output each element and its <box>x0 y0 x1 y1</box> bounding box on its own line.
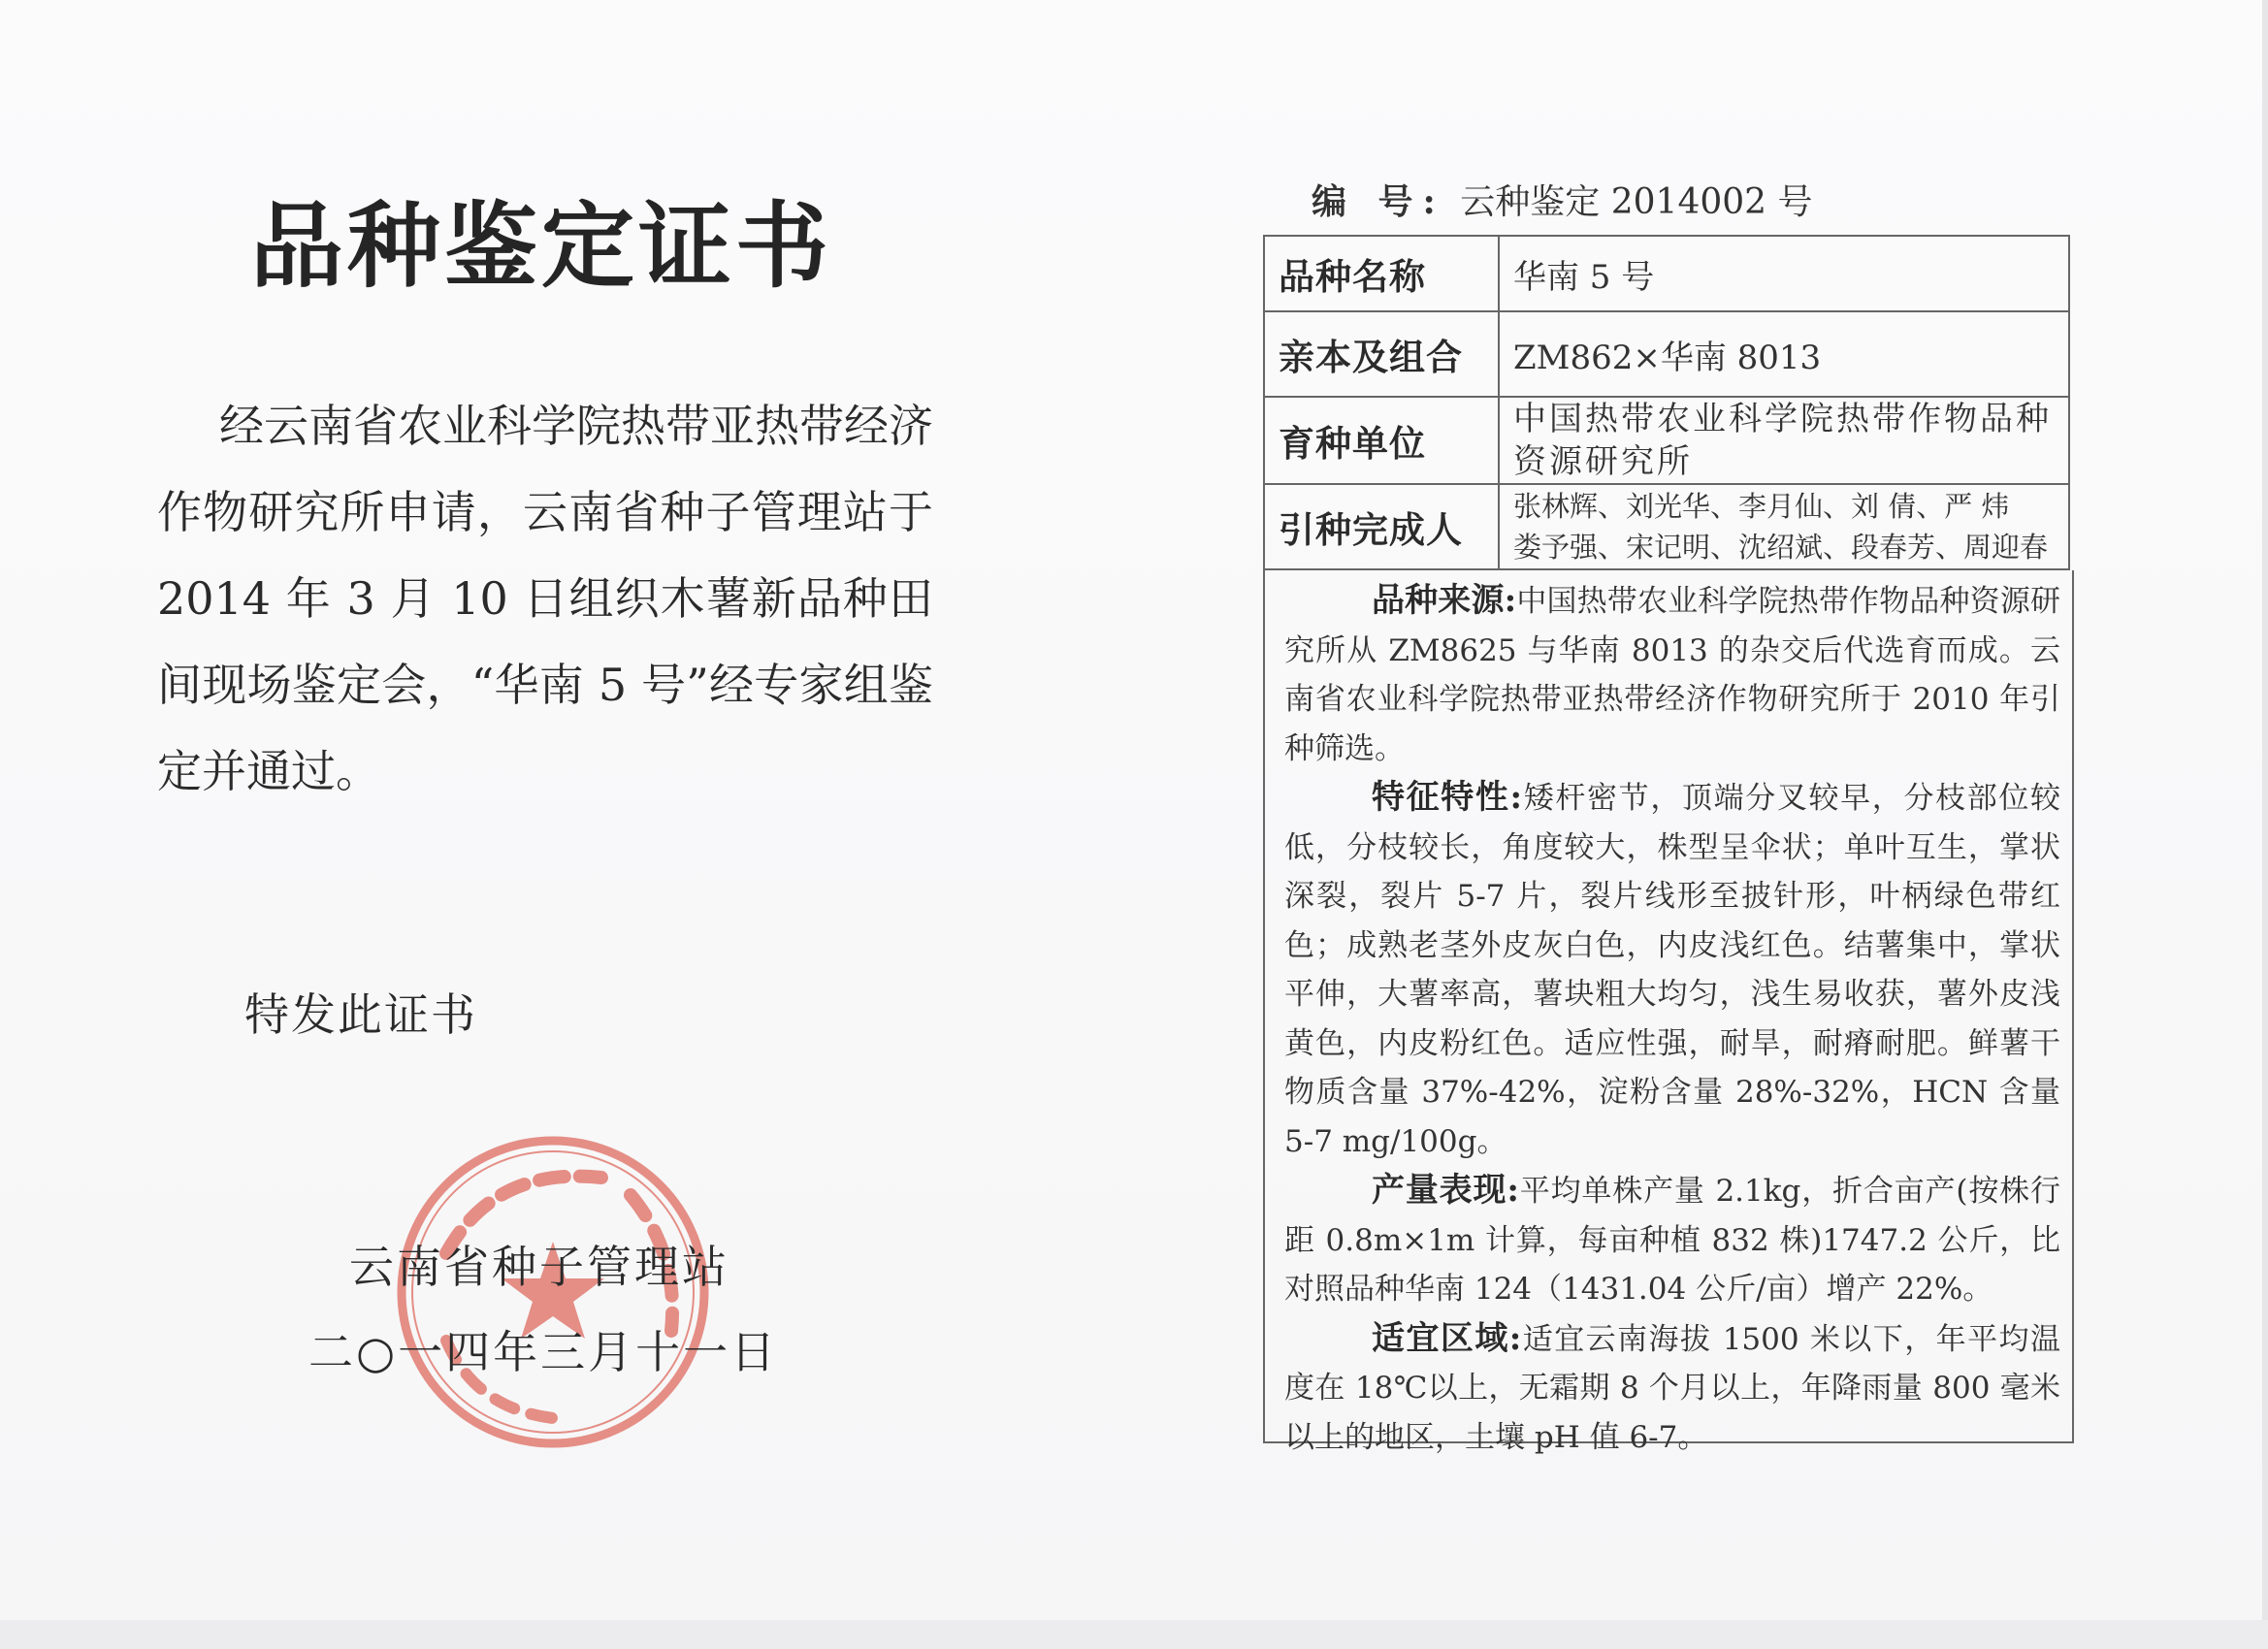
parentage-label: 亲本及组合 <box>1264 311 1499 397</box>
section-characteristics <box>1284 773 2060 1166</box>
variety-name-value: 华南 5 号 <box>1499 236 2069 311</box>
introducers-value <box>1499 484 2069 569</box>
section-region <box>1284 1314 2060 1463</box>
section-origin-text: 中国热带农业科学院热带作物品种资源研究所从 ZM8625 与华南 8013 的杂交后代选育而成。云南省农业科学院热带亚热带经济作物研究所于 2010 年引种筛选。 <box>1284 584 2060 766</box>
section-characteristics-text: 矮杆密节，顶端分叉较早，分枝部位较低，分枝较长，角度较大，株型呈伞状；单叶互生，掌状深裂，裂片 5-7 片，裂片线形至披针形，叶柄绿色带红色；成熟老茎外皮灰白色，内皮浅红色。结薯集中，掌状平伸，大薯率高，薯块粗大均匀，浅生易收获，薯外皮浅黄色，内皮粉红色。适应性强，耐旱，耐瘠耐肥。鲜薯干物质含量 37%-42%，淀粉含量 28%-32%，HCN 含量 5-7 mg/100g。 <box>1284 781 2061 1159</box>
section-yield-text: 平均单株产量 2.1kg，折合亩产(按株行距 0.8m×1m 计算，每亩种植 832 株)1747.2 公斤，比对照品种华南 124（1431.04 公斤/亩）增产 22%。 <box>1284 1174 2060 1307</box>
parentage-value: ZM862×华南 8013 <box>1499 311 2069 397</box>
page-edge-bottom <box>0 1620 2268 1649</box>
certificate-body-text: 经云南省农业科学院热带亚热带经济作物研究所申请，云南省种子管理站于 2014 年 3 月 10 日组织木薯新品种田间现场鉴定会，“华南 5 号”经专家组鉴定并通过。 <box>157 400 933 797</box>
variety-name-label: 品种名称 <box>1264 236 1499 311</box>
introducers-line-2: 娄予强、宋记明、沈绍斌、段春芳、周迎春 <box>1513 531 2049 564</box>
section-yield <box>1284 1166 2060 1314</box>
variety-info-table <box>1263 235 2070 570</box>
table-row <box>1264 311 2069 397</box>
section-yield-label: 产量表现: <box>1372 1171 1519 1210</box>
section-region-label: 适宜区域: <box>1372 1318 1522 1358</box>
section-region-text: 适宜云南海拔 1500 米以下，年平均温度在 18℃以上，无霜期 8 个月以上，年降雨量 800 毫米以上的地区，土壤 pH 值 6-7。 <box>1284 1321 2060 1455</box>
table-row <box>1264 484 2069 569</box>
certificate-number-value: 云种鉴定 2014002 号 <box>1460 182 1813 222</box>
section-origin-label: 品种来源: <box>1372 581 1517 620</box>
certificate-title: 品种鉴定证书 <box>250 191 832 301</box>
issue-statement: 特发此证书 <box>244 988 477 1041</box>
table-row <box>1264 236 2069 311</box>
certificate-number <box>1312 175 1813 224</box>
certificate-number-label: 编 号: <box>1312 181 1445 222</box>
breeding-unit-value: 中国热带农业科学院热带作物品种资源研究所 <box>1499 397 2069 484</box>
issuer-name: 云南省种子管理站 <box>349 1241 729 1293</box>
variety-details-box <box>1263 570 2074 1455</box>
section-origin <box>1284 576 2060 773</box>
breeding-unit-label: 育种单位 <box>1264 397 1499 484</box>
section-characteristics-label: 特征特性: <box>1372 778 1523 817</box>
introducers-label: 引种完成人 <box>1264 484 1499 569</box>
introducers-line-1: 张林辉、刘光华、李月仙、刘 倩、严 炜 <box>1513 490 2010 523</box>
page-edge-right <box>2262 0 2268 1649</box>
issue-date: 二○一四年三月十一日 <box>308 1326 779 1378</box>
table-row <box>1264 397 2069 484</box>
